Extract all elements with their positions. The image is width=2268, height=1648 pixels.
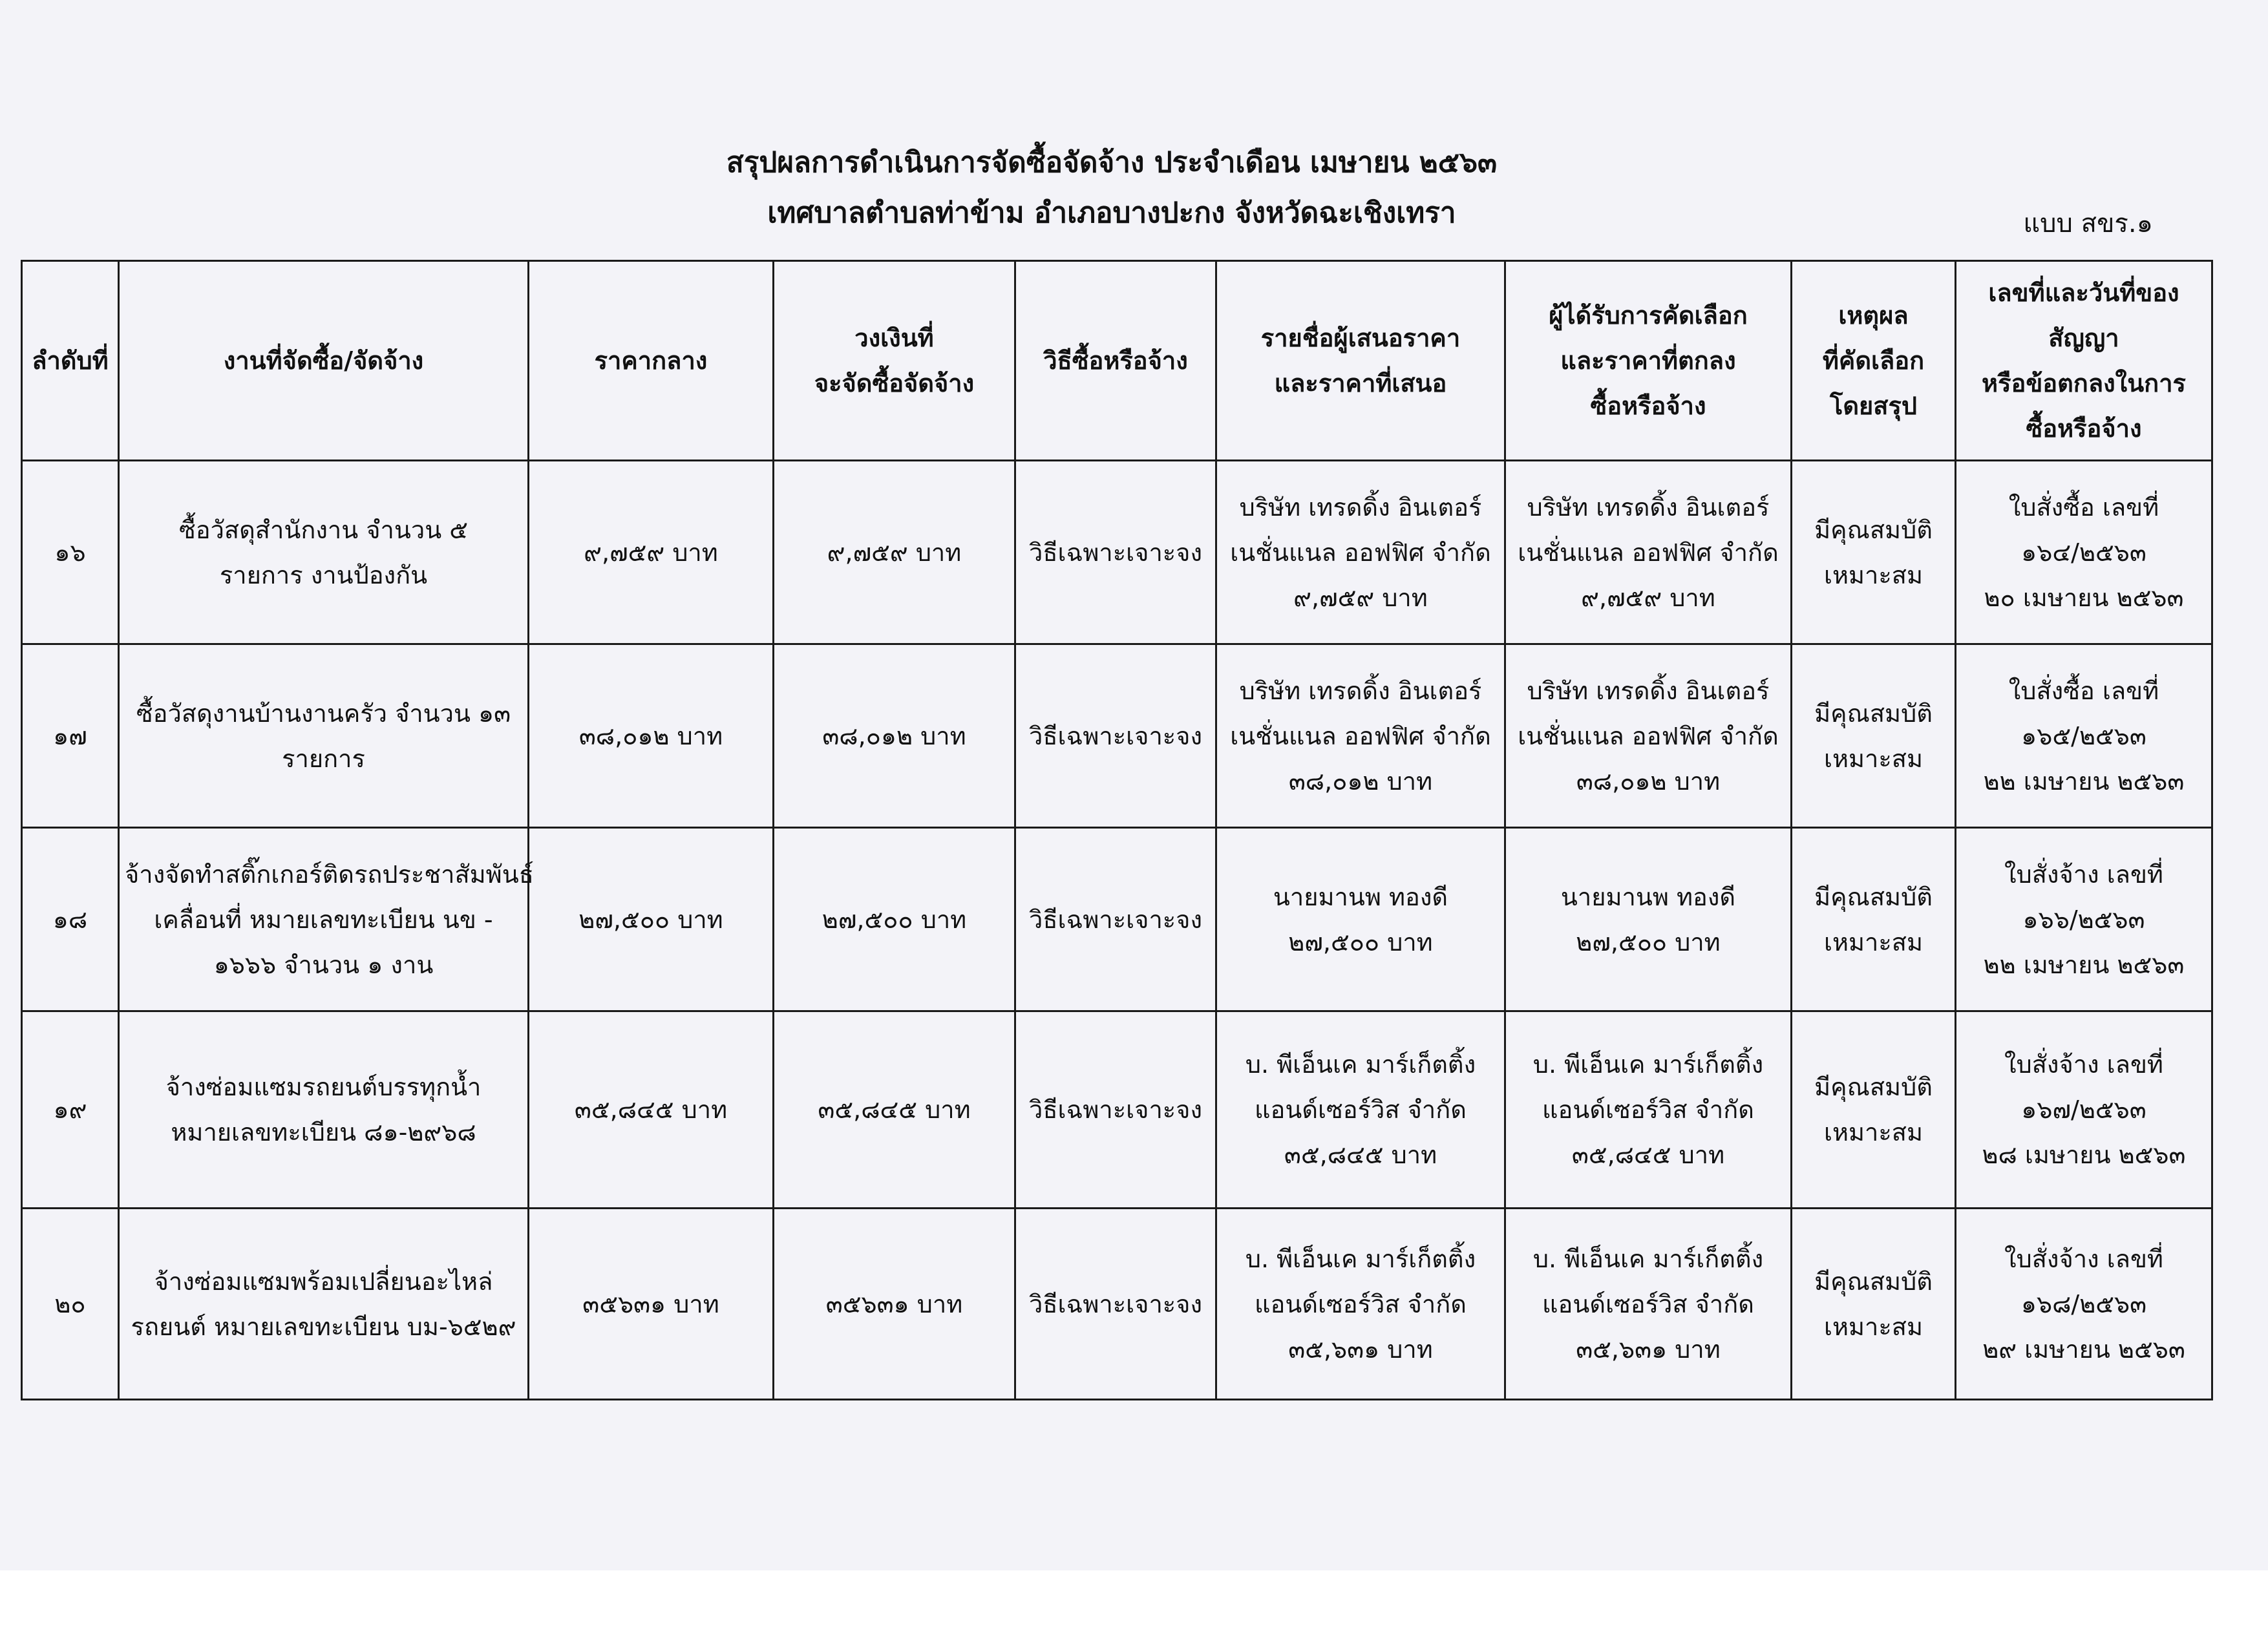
cell-budget: ๓๕,๘๔๕ บาท: [774, 1011, 1015, 1209]
document-title: สรุปผลการดำเนินการจัดซื้อจัดจ้าง ประจำเดือน เมษายน ๒๕๖๓: [726, 146, 1498, 179]
table-row: [22, 644, 2212, 828]
col-header-bidders: รายชื่อผู้เสนอราคา และราคาที่เสนอ: [1216, 261, 1505, 461]
cell-budget: ๓๕๖๓๑ บาท: [774, 1209, 1015, 1400]
cell-contract: ใบสั่งซื้อ เลขที่ ๑๖๔/๒๕๖๓ ๒๐ เมษายน ๒๕๖๓: [1956, 461, 2212, 644]
cell-item: ซื้อวัสดุสำนักงาน จำนวน ๕ รายการ งานป้องกัน: [119, 461, 529, 644]
cell-no: ๑๗: [22, 644, 119, 828]
table-header-row: [22, 261, 2212, 461]
document-subtitle: เทศบาลตำบลท่าข้าม อำเภอบางปะกง จังหวัดฉะเชิงเทรา: [767, 196, 1456, 229]
procurement-summary-table: [21, 260, 2213, 1400]
col-header-item: งานที่จัดซื้อ/จัดจ้าง: [119, 261, 529, 461]
cell-reason: มีคุณสมบัติ เหมาะสม: [1792, 1209, 1956, 1400]
cell-bidders: บ. พีเอ็นเค มาร์เก็ตติ้ง แอนด์เซอร์วิส จำกัด ๓๕,๘๔๕ บาท: [1216, 1011, 1505, 1209]
cell-contract: ใบสั่งจ้าง เลขที่ ๑๖๗/๒๕๖๓ ๒๘ เมษายน ๒๕๖๓: [1956, 1011, 2212, 1209]
col-header-contract: เลขที่และวันที่ของ สัญญา หรือข้อตกลงในการ ซื้อหรือจ้าง: [1956, 261, 2212, 461]
table-row: [22, 461, 2212, 644]
cell-item: จ้างซ่อมแซมรถยนต์บรรทุกน้ำ หมายเลขทะเบียน ๘๑-๒๙๖๘: [119, 1011, 529, 1209]
col-header-median-price: ราคากลาง: [529, 261, 774, 461]
cell-median-price: ๓๕๖๓๑ บาท: [529, 1209, 774, 1400]
cell-reason: มีคุณสมบัติ เหมาะสม: [1792, 461, 1956, 644]
cell-contract: ใบสั่งจ้าง เลขที่ ๑๖๘/๒๕๖๓ ๒๙ เมษายน ๒๕๖๓: [1956, 1209, 2212, 1400]
cell-item: จ้างจัดทำสติ๊กเกอร์ติดรถประชาสัมพันธ์ เคลื่อนที่ หมายเลขทะเบียน นข - ๑๖๖๖ จำนวน ๑ งาน: [119, 828, 529, 1011]
table-row: [22, 1209, 2212, 1400]
cell-no: ๑๘: [22, 828, 119, 1011]
cell-winner: บ. พีเอ็นเค มาร์เก็ตติ้ง แอนด์เซอร์วิส จำกัด ๓๕,๘๔๕ บาท: [1505, 1011, 1792, 1209]
cell-budget: ๙,๗๕๙ บาท: [774, 461, 1015, 644]
cell-median-price: ๙,๗๕๙ บาท: [529, 461, 774, 644]
cell-no: ๒๐: [22, 1209, 119, 1400]
form-code: แบบ สขร.๑: [2023, 209, 2153, 238]
cell-reason: มีคุณสมบัติ เหมาะสม: [1792, 828, 1956, 1011]
cell-method: วิธีเฉพาะเจาะจง: [1015, 461, 1216, 644]
cell-median-price: ๓๕,๘๔๕ บาท: [529, 1011, 774, 1209]
col-header-reason: เหตุผล ที่คัดเลือก โดยสรุป: [1792, 261, 1956, 461]
cell-winner: บริษัท เทรดดิ้ง อินเตอร์ เนชั่นแนล ออฟฟิศ จำกัด ๙,๗๕๙ บาท: [1505, 461, 1792, 644]
cell-bidders: บริษัท เทรดดิ้ง อินเตอร์ เนชั่นแนล ออฟฟิศ จำกัด ๙,๗๕๙ บาท: [1216, 461, 1505, 644]
cell-method: วิธีเฉพาะเจาะจง: [1015, 828, 1216, 1011]
col-header-budget: วงเงินที่ จะจัดซื้อจัดจ้าง: [774, 261, 1015, 461]
cell-item: จ้างซ่อมแซมพร้อมเปลี่ยนอะไหล่ รถยนต์ หมายเลขทะเบียน บม-๖๕๒๙: [119, 1209, 529, 1400]
cell-median-price: ๓๘,๐๑๒ บาท: [529, 644, 774, 828]
table-row: [22, 1011, 2212, 1209]
cell-no: ๑๖: [22, 461, 119, 644]
col-header-no: ลำดับที่: [22, 261, 119, 461]
cell-winner: นายมานพ ทองดี ๒๗,๕๐๐ บาท: [1505, 828, 1792, 1011]
cell-winner: บริษัท เทรดดิ้ง อินเตอร์ เนชั่นแนล ออฟฟิศ จำกัด ๓๘,๐๑๒ บาท: [1505, 644, 1792, 828]
cell-no: ๑๙: [22, 1011, 119, 1209]
cell-reason: มีคุณสมบัติ เหมาะสม: [1792, 1011, 1956, 1209]
cell-bidders: นายมานพ ทองดี ๒๗,๕๐๐ บาท: [1216, 828, 1505, 1011]
cell-method: วิธีเฉพาะเจาะจง: [1015, 1011, 1216, 1209]
cell-reason: มีคุณสมบัติ เหมาะสม: [1792, 644, 1956, 828]
cell-contract: ใบสั่งจ้าง เลขที่ ๑๖๖/๒๕๖๓ ๒๒ เมษายน ๒๕๖๓: [1956, 828, 2212, 1011]
cell-budget: ๓๘,๐๑๒ บาท: [774, 644, 1015, 828]
cell-median-price: ๒๗,๕๐๐ บาท: [529, 828, 774, 1011]
col-header-method: วิธีซื้อหรือจ้าง: [1015, 261, 1216, 461]
cell-budget: ๒๗,๕๐๐ บาท: [774, 828, 1015, 1011]
cell-item: ซื้อวัสดุงานบ้านงานครัว จำนวน ๑๓ รายการ: [119, 644, 529, 828]
col-header-winner: ผู้ได้รับการคัดเลือก และราคาที่ตกลง ซื้อหรือจ้าง: [1505, 261, 1792, 461]
cell-method: วิธีเฉพาะเจาะจง: [1015, 644, 1216, 828]
table-row: [22, 828, 2212, 1011]
cell-winner: บ. พีเอ็นเค มาร์เก็ตติ้ง แอนด์เซอร์วิส จำกัด ๓๕,๖๓๑ บาท: [1505, 1209, 1792, 1400]
cell-bidders: บ. พีเอ็นเค มาร์เก็ตติ้ง แอนด์เซอร์วิส จำกัด ๓๕,๖๓๑ บาท: [1216, 1209, 1505, 1400]
cell-contract: ใบสั่งซื้อ เลขที่ ๑๖๕/๒๕๖๓ ๒๒ เมษายน ๒๕๖๓: [1956, 644, 2212, 828]
cell-bidders: บริษัท เทรดดิ้ง อินเตอร์ เนชั่นแนล ออฟฟิศ จำกัด ๓๘,๐๑๒ บาท: [1216, 644, 1505, 828]
cell-method: วิธีเฉพาะเจาะจง: [1015, 1209, 1216, 1400]
